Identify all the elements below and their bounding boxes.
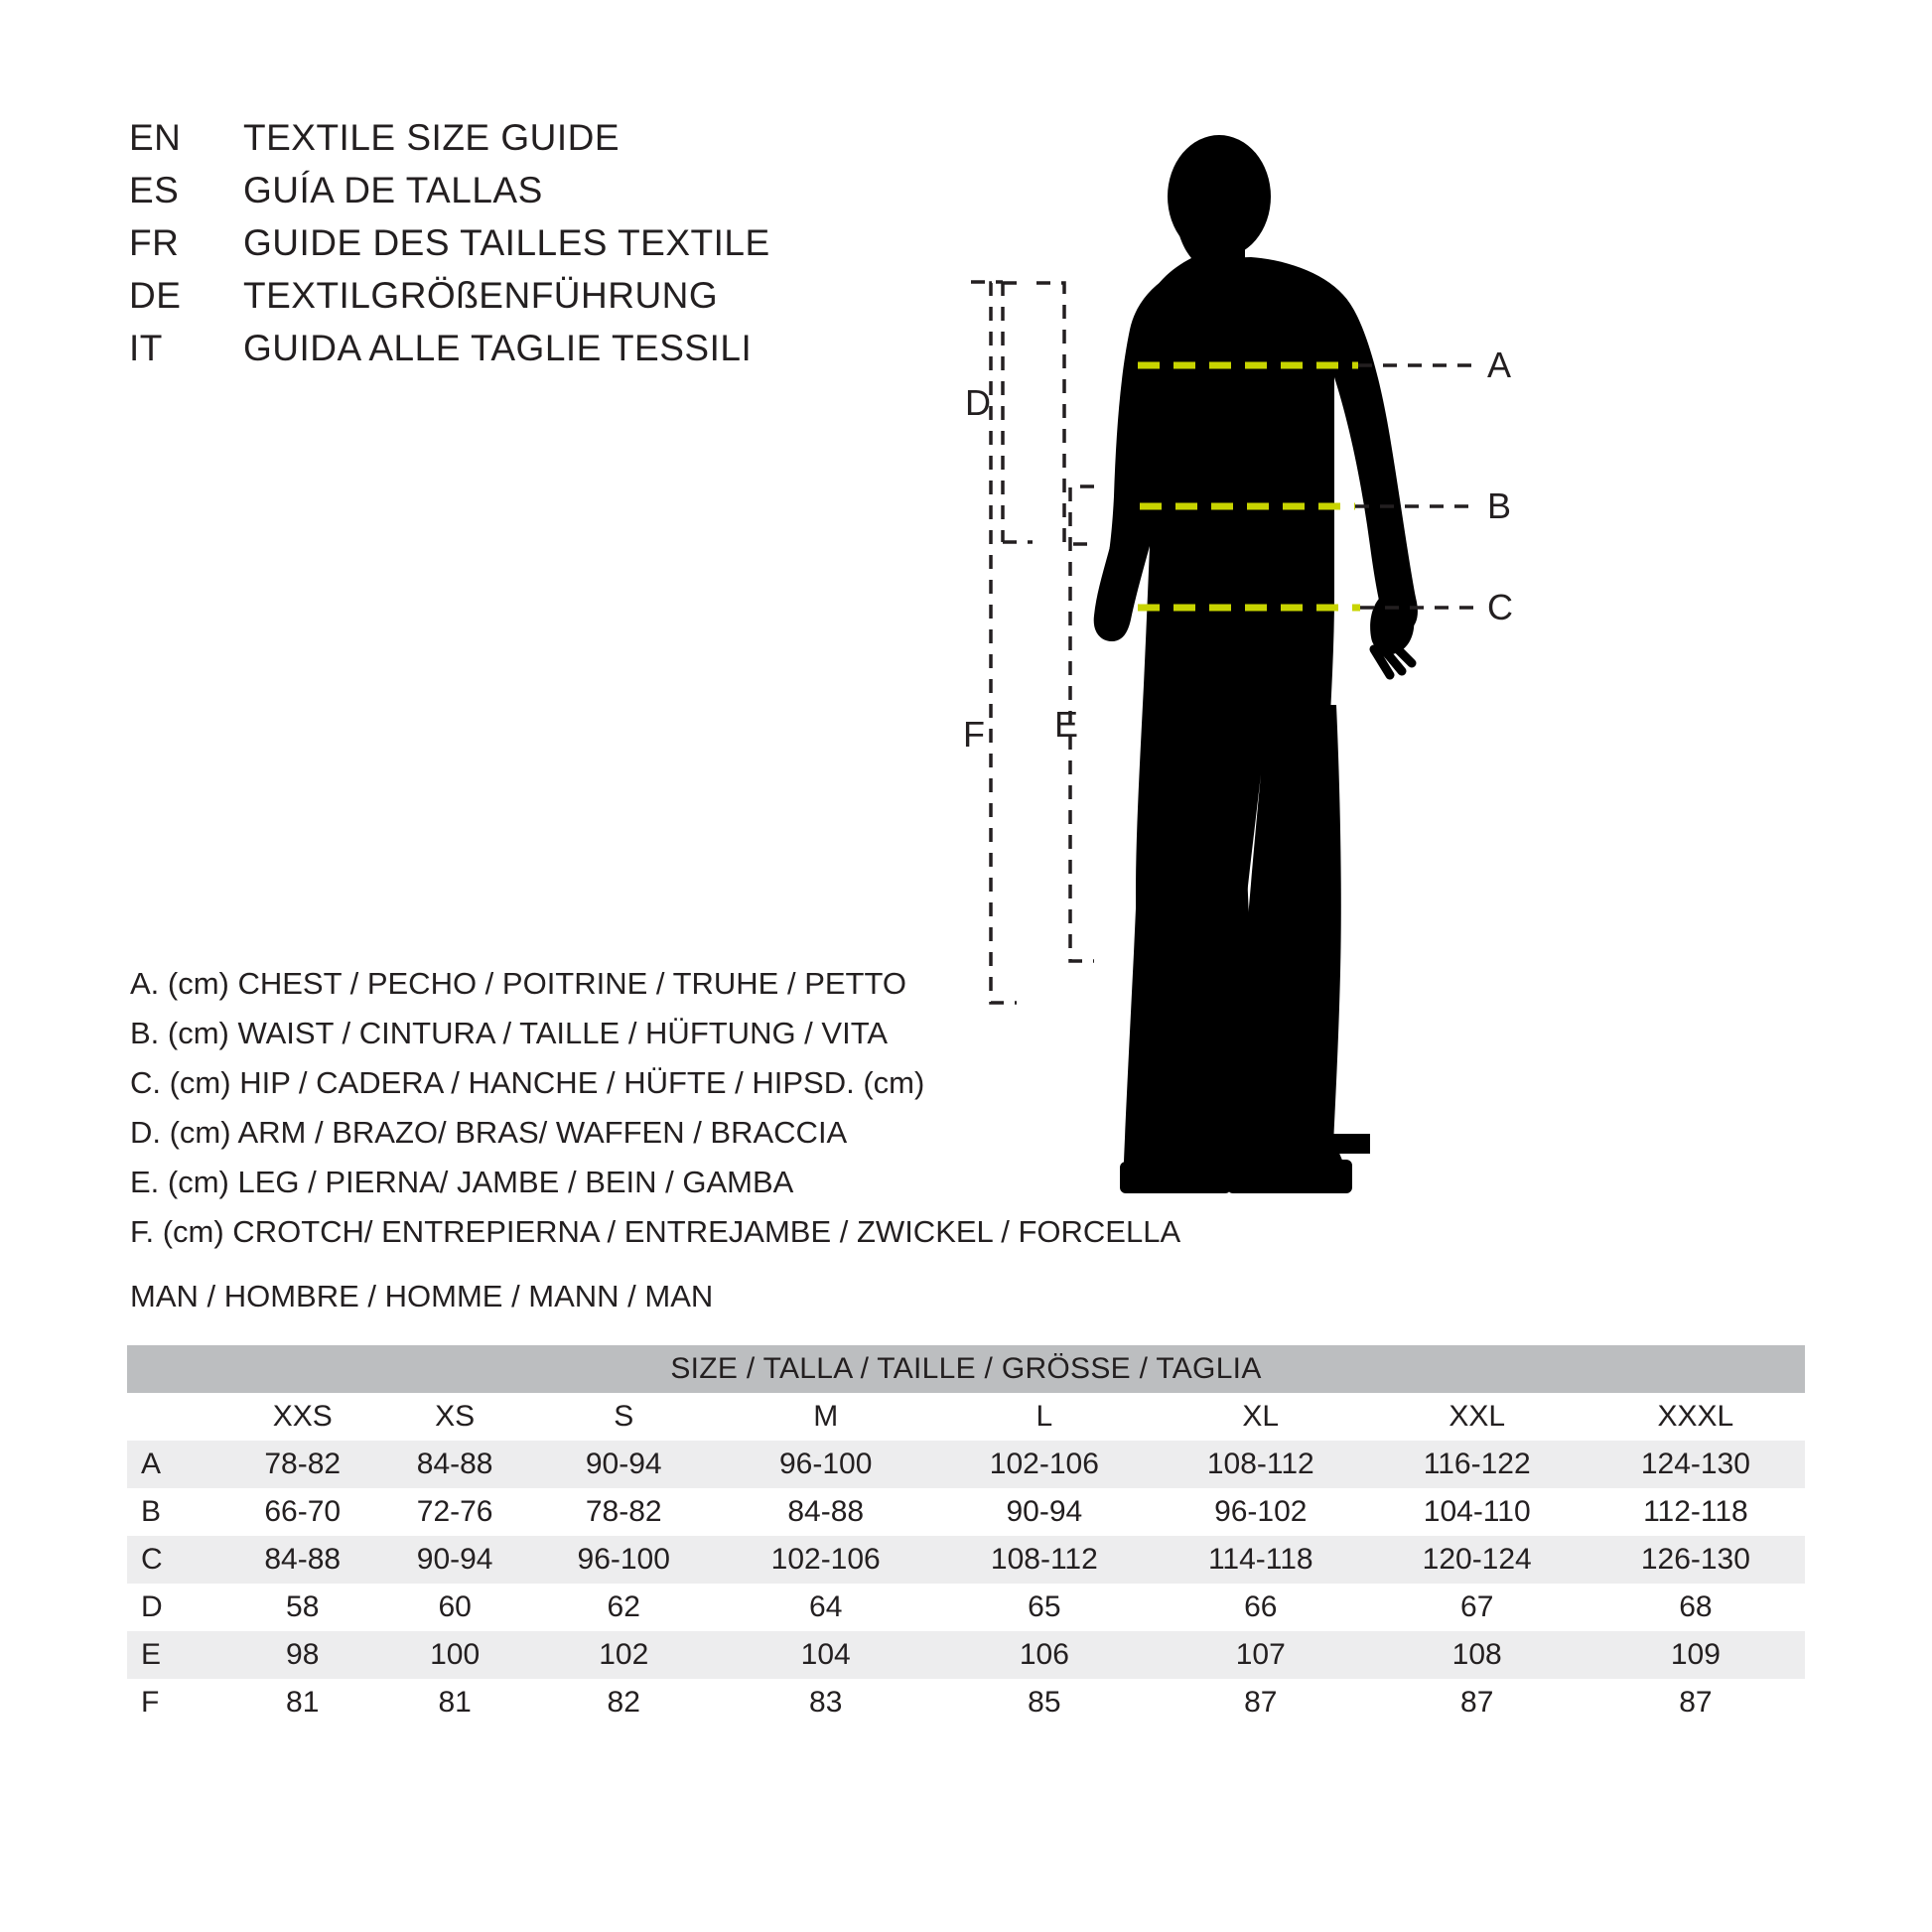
legend-item-a: A. (cm) CHEST / PECHO / POITRINE / TRUHE / PETTO — [130, 966, 906, 1001]
size-band-title: SIZE / TALLA / TAILLE / GRÖSSE / TAGLIA — [127, 1345, 1805, 1393]
table-cell: 108-112 — [1154, 1441, 1368, 1488]
row-header: E — [127, 1631, 226, 1679]
table-cell: 58 — [226, 1584, 378, 1631]
language-title: GUIDA ALLE TAGLIE TESSILI — [243, 328, 753, 368]
table-cell: 87 — [1154, 1679, 1368, 1726]
row-header: F — [127, 1679, 226, 1726]
table-row — [127, 1488, 1805, 1536]
table-cell: 90-94 — [935, 1488, 1154, 1536]
table-band-header — [127, 1345, 1805, 1393]
label-b: B — [1487, 485, 1512, 526]
table-cell: 100 — [378, 1631, 530, 1679]
column-header: XXS — [226, 1393, 378, 1441]
language-code: ES — [129, 170, 180, 210]
language-title-block — [129, 119, 943, 382]
gender-label: MAN / HOMBRE / HOMME / MANN / MAN — [130, 1279, 714, 1313]
label-e: E — [1054, 704, 1079, 745]
label-a: A — [1487, 345, 1512, 385]
table-cell: 116-122 — [1368, 1441, 1587, 1488]
table-row — [127, 1584, 1805, 1631]
language-title: TEXTILE SIZE GUIDE — [243, 117, 621, 158]
label-d: D — [965, 382, 991, 423]
table-cell: 96-100 — [531, 1536, 717, 1584]
language-code: IT — [129, 328, 163, 368]
table-cell: 84-88 — [378, 1441, 530, 1488]
table-cell: 64 — [717, 1584, 935, 1631]
column-header: XXL — [1368, 1393, 1587, 1441]
row-header: B — [127, 1488, 226, 1536]
table-row — [127, 1679, 1805, 1726]
table-cell: 108 — [1368, 1631, 1587, 1679]
size-table — [127, 1345, 1805, 1726]
table-column-header-row — [127, 1393, 1805, 1441]
table-cell: 104-110 — [1368, 1488, 1587, 1536]
table-cell: 83 — [717, 1679, 935, 1726]
title-row — [129, 172, 943, 208]
legend-item-f: F. (cm) CROTCH/ ENTREPIERNA / ENTREJAMBE / ZWICKEL / FORCELLA — [130, 1214, 1181, 1249]
measurement-legend — [130, 968, 1182, 1266]
table-cell: 78-82 — [226, 1441, 378, 1488]
column-header: XL — [1154, 1393, 1368, 1441]
table-cell: 126-130 — [1587, 1536, 1805, 1584]
table-cell: 82 — [531, 1679, 717, 1726]
table-cell: 90-94 — [378, 1536, 530, 1584]
label-f: F — [963, 714, 985, 755]
language-title: GUIDE DES TAILLES TEXTILE — [243, 222, 770, 263]
bracket-d — [1036, 283, 1092, 544]
table-cell: 66 — [1154, 1584, 1368, 1631]
legend-item-d: D. (cm) ARM / BRAZO/ BRAS/ WAFFEN / BRACCIA — [130, 1115, 848, 1150]
title-row — [129, 330, 943, 366]
table-cell: 85 — [935, 1679, 1154, 1726]
table-row — [127, 1536, 1805, 1584]
table-cell: 87 — [1368, 1679, 1587, 1726]
corner-cell — [127, 1393, 226, 1441]
table-cell: 106 — [935, 1631, 1154, 1679]
table-cell: 98 — [226, 1631, 378, 1679]
table-cell: 66-70 — [226, 1488, 378, 1536]
table-cell: 67 — [1368, 1584, 1587, 1631]
table-cell: 72-76 — [378, 1488, 530, 1536]
table-cell: 87 — [1587, 1679, 1805, 1726]
table-cell: 84-88 — [226, 1536, 378, 1584]
legend-item-e: E. (cm) LEG / PIERNA/ JAMBE / BEIN / GAMBA — [130, 1165, 794, 1199]
table-cell: 81 — [378, 1679, 530, 1726]
language-code: DE — [129, 275, 182, 316]
language-title: TEXTILGRÖßENFÜHRUNG — [243, 275, 719, 316]
table-cell: 124-130 — [1587, 1441, 1805, 1488]
table-cell: 84-88 — [717, 1488, 935, 1536]
table-cell: 90-94 — [531, 1441, 717, 1488]
table-cell: 65 — [935, 1584, 1154, 1631]
table-cell: 107 — [1154, 1631, 1368, 1679]
legend-item-c: C. (cm) HIP / CADERA / HANCHE / HÜFTE / HIPSD. (cm) — [130, 1065, 925, 1100]
table-cell: 109 — [1587, 1631, 1805, 1679]
table-cell: 102 — [531, 1631, 717, 1679]
table-cell: 102-106 — [935, 1441, 1154, 1488]
table-cell: 60 — [378, 1584, 530, 1631]
table-cell: 68 — [1587, 1584, 1805, 1631]
table-row — [127, 1631, 1805, 1679]
column-header: M — [717, 1393, 935, 1441]
table-cell: 78-82 — [531, 1488, 717, 1536]
table-cell: 81 — [226, 1679, 378, 1726]
row-header: C — [127, 1536, 226, 1584]
table-row — [127, 1441, 1805, 1488]
title-row — [129, 224, 943, 261]
table-cell: 96-100 — [717, 1441, 935, 1488]
row-header: D — [127, 1584, 226, 1631]
title-row — [129, 277, 943, 314]
title-row — [129, 119, 943, 156]
table-cell: 114-118 — [1154, 1536, 1368, 1584]
language-code: FR — [129, 222, 180, 263]
column-header: L — [935, 1393, 1154, 1441]
language-title: GUÍA DE TALLAS — [243, 170, 543, 210]
table-cell: 108-112 — [935, 1536, 1154, 1584]
legend-item-b: B. (cm) WAIST / CINTURA / TAILLE / HÜFTUNG / VITA — [130, 1016, 889, 1050]
table-cell: 62 — [531, 1584, 717, 1631]
table-cell: 96-102 — [1154, 1488, 1368, 1536]
column-header: S — [531, 1393, 717, 1441]
table-cell: 102-106 — [717, 1536, 935, 1584]
column-header: XXXL — [1587, 1393, 1805, 1441]
label-c: C — [1487, 587, 1513, 627]
row-header: A — [127, 1441, 226, 1488]
language-code: EN — [129, 117, 182, 158]
column-header: XS — [378, 1393, 530, 1441]
table-cell: 112-118 — [1587, 1488, 1805, 1536]
table-cell: 104 — [717, 1631, 935, 1679]
table-cell: 120-124 — [1368, 1536, 1587, 1584]
